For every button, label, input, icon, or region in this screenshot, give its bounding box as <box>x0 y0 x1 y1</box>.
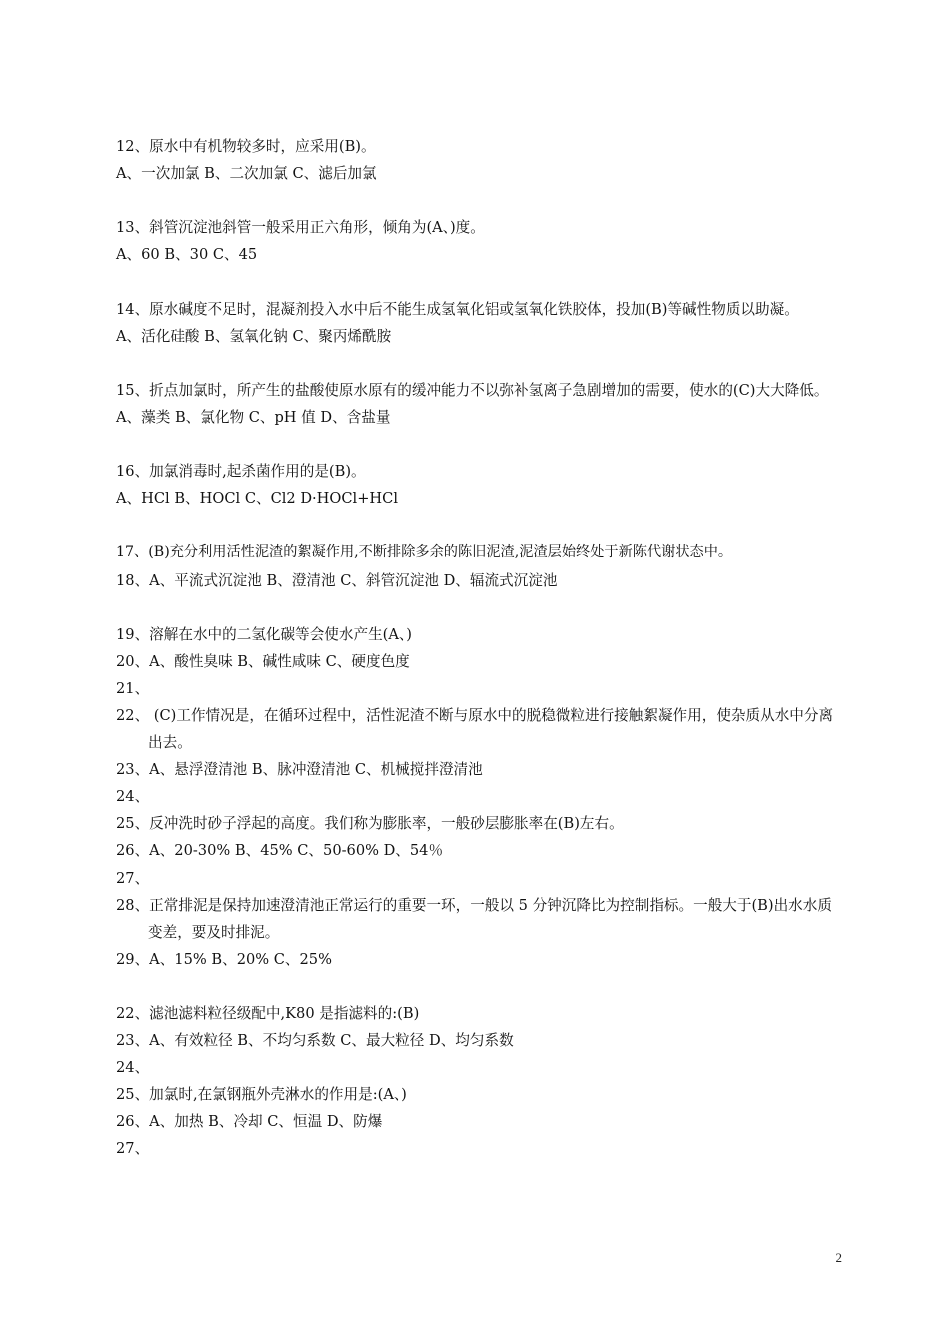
question-15: 15、折点加氯时，所产生的盐酸使原水原有的缓冲能力不以弥补氢离子急剧增加的需要，使水的(C)大大降低。 <box>116 381 829 399</box>
options-15: A、藻类 B、氯化物 C、pH 值 D、含盐量 <box>116 408 391 426</box>
question-chlorine-cylinder: 25、加氯时,在氯钢瓶外壳淋水的作用是:(A、) <box>116 1086 407 1104</box>
options-25: 26、A、20-30% B、45% C、50-60% D、54％ <box>116 842 444 860</box>
blank-line <box>116 973 846 1000</box>
blank-line <box>116 431 846 458</box>
question-25: 25、反冲洗时砂子浮起的高度。我们称为膨胀率，一般砂层膨胀率在(B)左右。 <box>116 815 624 833</box>
question-19: 19、溶解在水中的二氢化碳等会使水产生(A、) <box>116 625 412 643</box>
list-number-21: 21、 <box>116 679 150 697</box>
options-28: 29、A、15% B、20% C、25% <box>116 950 332 968</box>
list-number-24b: 24、 <box>116 1059 150 1077</box>
question-17: 17、(B)充分利用活性泥渣的絮凝作用,不断排除多余的陈旧泥渣,泥渣层始终处于新陈代谢状态中。 <box>116 544 733 561</box>
question-filter-media: 22、滤池滤料粒径级配中,K80 是指滤料的:(B) <box>116 1005 420 1022</box>
question-28: 28、正常排泥是保持加速澄清池正常运行的重要一环，一般以 5 分钟沉降比为控制指标。一般大于(B)出水水质变差，要及时排泥。 <box>116 896 832 941</box>
options-filter-media: 23、A、有效粒径 B、不均匀系数 C、最大粒径 D、均匀系数 <box>116 1032 514 1050</box>
question-22: 22、 (C)工作情况是，在循环过程中，活性泥渣不断与原水中的脱稳微粒进行接触絮凝作用，使杂质从水中分离出去。 <box>116 706 834 752</box>
options-chlorine-cylinder: 26、A、加热 B、冷却 C、恒温 D、防爆 <box>116 1113 383 1131</box>
options-22: 23、A、悬浮澄清池 B、脉冲澄清池 C、机械搅拌澄清池 <box>116 761 483 779</box>
options-12: A、一次加氯 B、二次加氯 C、滤后加氯 <box>116 165 377 183</box>
list-number-27: 27、 <box>116 869 150 887</box>
blank-line <box>116 512 846 539</box>
question-12: 12、原水中有机物较多时，应采用(B)。 <box>116 138 376 155</box>
blank-line <box>116 268 846 295</box>
page-number: 2 <box>835 1250 842 1265</box>
document-body <box>116 133 846 1163</box>
options-19: 20、A、酸性臭味 B、碱性咸味 C、硬度色度 <box>116 652 410 670</box>
question-16: 16、加氯消毒时,起杀菌作用的是(B)。 <box>116 463 366 481</box>
blank-line <box>116 350 846 377</box>
question-13: 13、斜管沉淀池斜管一般采用正六角形，倾角为(A、)度。 <box>116 219 485 237</box>
list-number-27b: 27、 <box>116 1140 150 1158</box>
list-number-24: 24、 <box>116 788 150 806</box>
options-14: A、活化硅酸 B、氢氧化钠 C、聚丙烯酰胺 <box>116 327 392 345</box>
options-13: A、60 B、30 C、45 <box>116 246 258 264</box>
question-14: 14、原水碱度不足时，混凝剂投入水中后不能生成氢氧化铝或氢氧化铁胶体，投加(B)等碱性物质以助凝。 <box>116 300 799 318</box>
blank-line <box>116 187 846 214</box>
blank-line <box>116 594 846 621</box>
options-17: 18、A、平流式沉淀池 B、澄清池 C、斜管沉淀池 D、辐流式沉淀池 <box>116 571 558 589</box>
options-16: A、HCl B、HOCl C、Cl2 D·HOCl+HCl <box>116 490 398 508</box>
